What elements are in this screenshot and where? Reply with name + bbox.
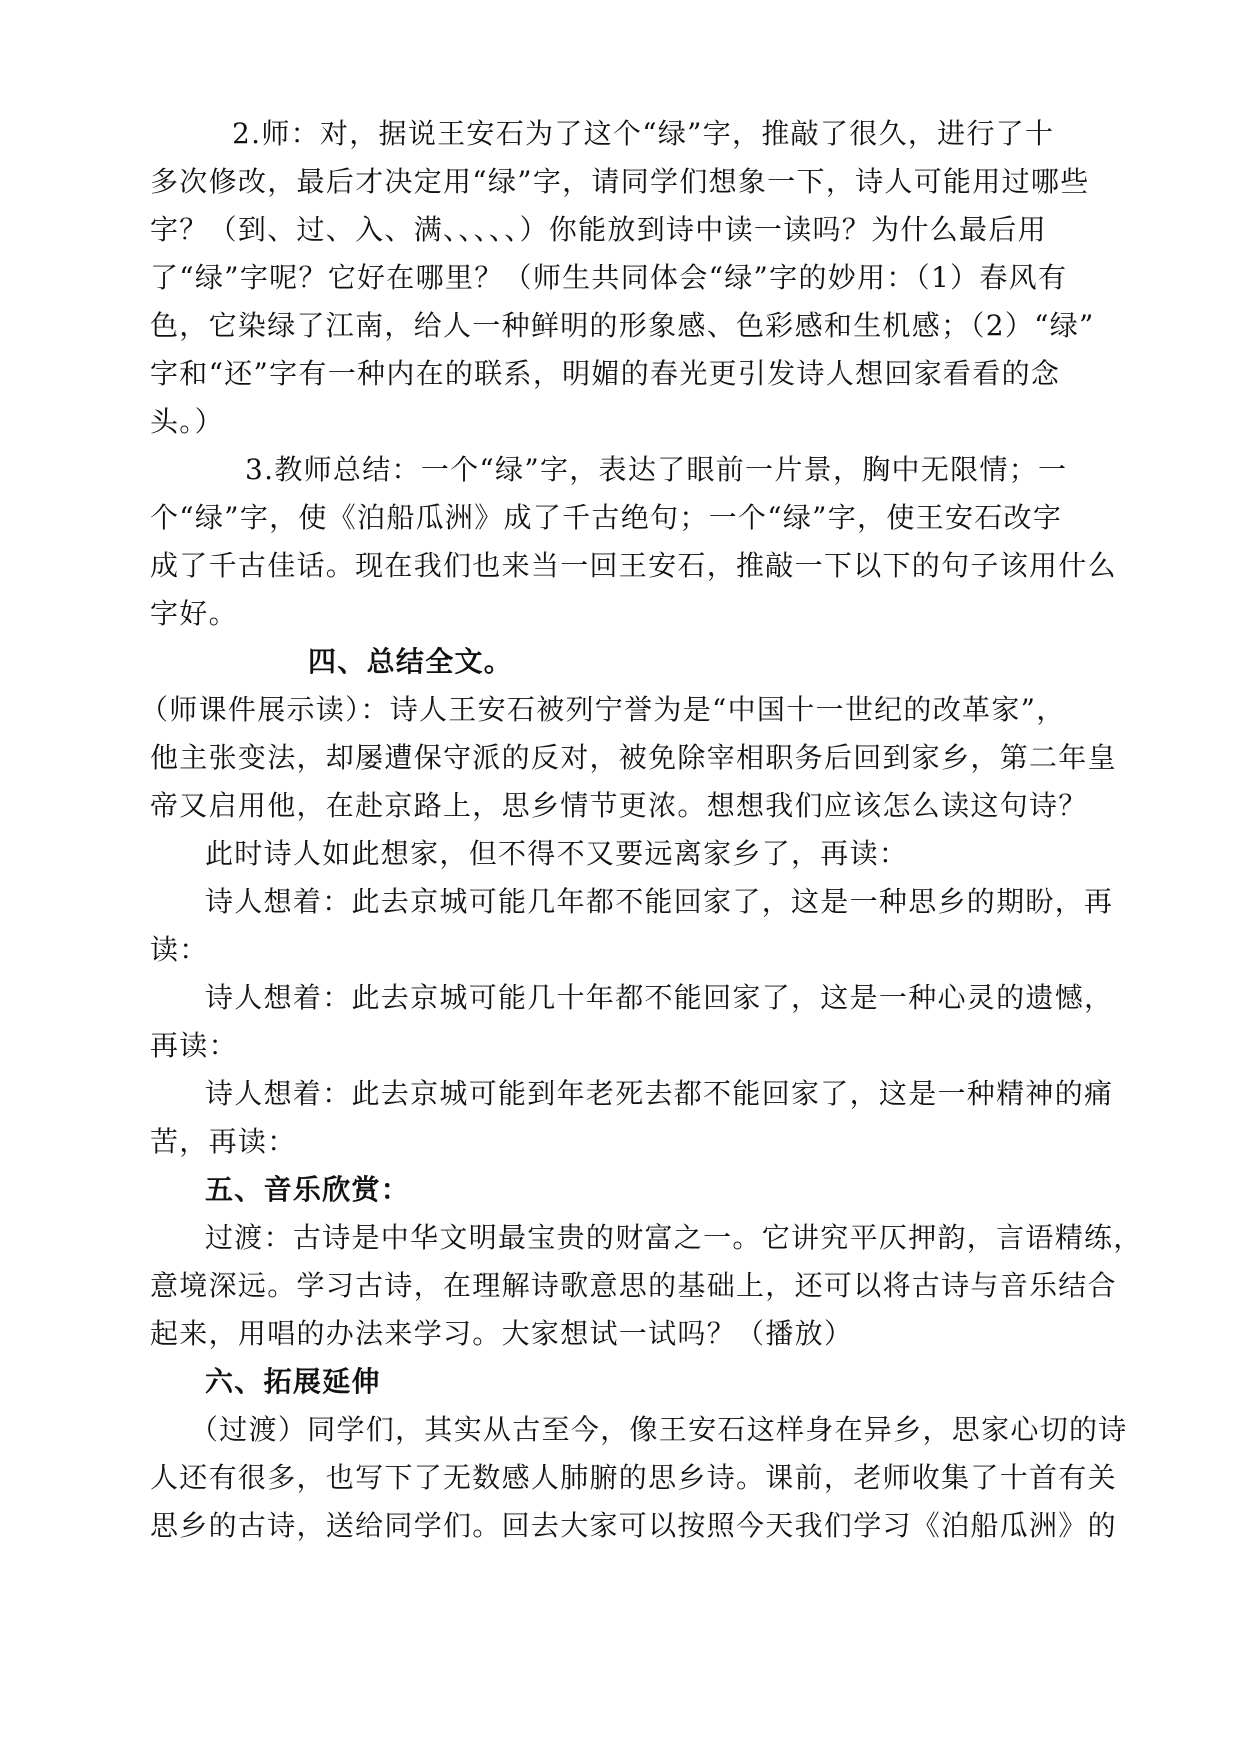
paragraph-line: 诗人想着：此去京城可能几十年都不能回家了，这是一种心灵的遗憾， <box>205 981 1114 1014</box>
paragraph-line: 意境深远。学习古诗，在理解诗歌意思的基础上，还可以将古诗与音乐结合 <box>150 1269 1117 1302</box>
paragraph-line: 此时诗人如此想家，但不得不又要远离家乡了，再读： <box>205 837 909 870</box>
section-heading: 五、音乐欣赏： <box>205 1173 411 1206</box>
paragraph-line: 色，它染绿了江南，给人一种鲜明的形象感、色彩感和生机感；（2）“绿” <box>150 309 1095 342</box>
paragraph-line: 起来，用唱的办法来学习。大家想试一试吗？（播放） <box>150 1317 854 1350</box>
paragraph-line: 诗人想着：此去京城可能到年老死去都不能回家了，这是一种精神的痛 <box>205 1077 1114 1110</box>
paragraph-line: 思乡的古诗，送给同学们。回去大家可以按照今天我们学习《泊船瓜洲》的 <box>150 1509 1117 1542</box>
paragraph-line: （过渡）同学们，其实从古至今，像王安石这样身在异乡，思家心切的诗 <box>190 1413 1128 1446</box>
paragraph-line: 再读： <box>150 1029 238 1062</box>
paragraph-line: 苦，再读： <box>150 1125 297 1158</box>
paragraph-line: 字和“还”字有一种内在的联系，明媚的春光更引发诗人想回家看看的念 <box>150 357 1061 390</box>
paragraph-line: 2.师：对，据说王安石为了这个“绿”字，推敲了很久，进行了十 <box>232 117 1055 150</box>
paragraph-line: 他主张变法，却屡遭保守派的反对，被免除宰相职务后回到家乡，第二年皇 <box>150 741 1117 774</box>
paragraph-line: 诗人想着：此去京城可能几年都不能回家了，这是一种思乡的期盼，再 <box>205 885 1114 918</box>
section-heading: 六、拓展延伸 <box>205 1365 381 1398</box>
paragraph-line: 读： <box>150 933 209 966</box>
paragraph-line: 个“绿”字，使《泊船瓜洲》成了千古绝句；一个“绿”字，使王安石改字 <box>150 501 1063 534</box>
paragraph-line: 头。） <box>150 405 224 438</box>
paragraph-line: 成了千古佳话。现在我们也来当一回王安石，推敲一下以下的句子该用什么 <box>150 549 1117 582</box>
paragraph-line: 字好。 <box>150 597 238 630</box>
paragraph-line: （师课件展示读）：诗人王安石被列宁誉为是“中国十一世纪的改革家”， <box>140 693 1066 726</box>
paragraph-line: 帝又启用他，在赴京路上，思乡情节更浓。想想我们应该怎么读这句诗？ <box>150 789 1088 822</box>
paragraph-line: 3.教师总结：一个“绿”字，表达了眼前一片景，胸中无限情；一 <box>245 453 1068 486</box>
paragraph-line: 字？（到、过、入、满、、、、、）你能放到诗中读一读吗？为什么最后用 <box>150 213 1047 246</box>
paragraph-line: 了“绿”字呢？它好在哪里？（师生共同体会“绿”字的妙用：（1）春风有 <box>150 261 1068 294</box>
paragraph-line: 多次修改，最后才决定用“绿”字，请同学们想象一下，诗人可能用过哪些 <box>150 165 1090 198</box>
section-heading: 四、总结全文。 <box>308 645 514 678</box>
paragraph-line: 人还有很多，也写下了无数感人肺腑的思乡诗。课前，老师收集了十首有关 <box>150 1461 1117 1494</box>
paragraph-line: 过渡：古诗是中华文明最宝贵的财富之一。它讲究平仄押韵，言语精练， <box>205 1221 1143 1254</box>
